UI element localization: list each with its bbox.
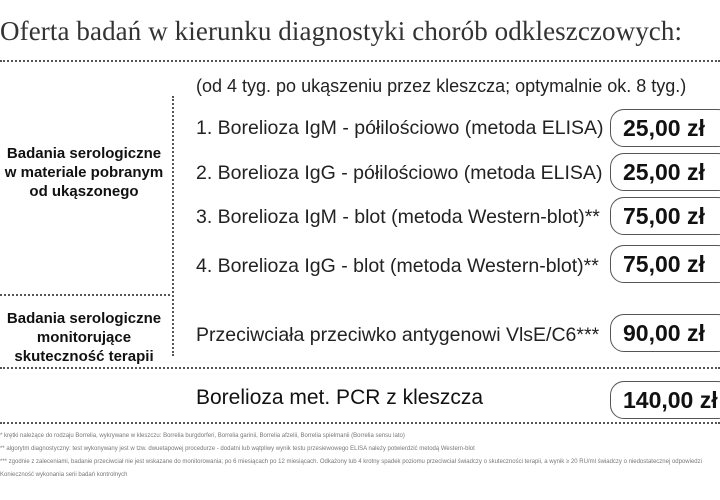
category-label: Badania serologiczne w materiale pobranym od ukąszonego xyxy=(4,145,164,200)
price-badge: 90,00 zł xyxy=(610,314,720,352)
footnote: Konieczność wykonania serii badań kontrolnych xyxy=(0,472,128,478)
page-title: Oferta badań w kierunku diagnostyki chorób odkleszczowych: xyxy=(0,16,683,46)
footnote: ** algorytm diagnostyczny: test wykonywany jest w tzw. dwuetapowej procedurze - dodatni lub wątpliwy wynik testu przesiewowego ELISA należy potwierdzić metodą Western-blot xyxy=(0,446,475,452)
test-label: 3. Borelioza IgM - blot (metoda Western-blot)** xyxy=(196,206,600,228)
price-badge: 25,00 zł xyxy=(610,109,720,147)
bottom-divider xyxy=(0,422,720,424)
category-serology-patient xyxy=(0,144,168,201)
price-badge: 25,00 zł xyxy=(610,153,720,191)
category-label: Badania serologiczne monitorujące skuteczność terapii xyxy=(6,310,162,365)
section-divider-2 xyxy=(0,367,720,369)
column-divider xyxy=(172,96,174,356)
test-label: 4. Borelioza IgG - blot (metoda Western-blot)** xyxy=(196,255,599,277)
test-label: 2. Borelioza IgG - półilościowo (metoda ELISA) xyxy=(196,162,603,184)
test-label: Borelioza met. PCR z kleszcza xyxy=(196,386,484,409)
category-serology-monitoring xyxy=(0,309,168,366)
test-label: 1. Borelioza IgM - półilościowo (metoda ELISA) xyxy=(196,117,604,139)
section-divider-1 xyxy=(0,294,170,296)
price-badge: 75,00 zł xyxy=(610,245,720,283)
footnote: *** zgodnie z zaleceniami, badanie przeciwciał nie jest wskazane do monitorowania; po 6 miesiącach po 12 miesiącach. Odkażony lub 4 krotny spadek poziomu przeciwciał świadczy o skuteczności terapii, a wynik ≥ 20 RU/ml świadczy o niedostatecznej odpowiedzi xyxy=(0,459,702,465)
test-label: Przeciwciała przeciwko antygenowi VlsE/C6*** xyxy=(196,324,600,346)
price-badge: 75,00 zł xyxy=(610,197,720,235)
top-divider xyxy=(0,60,720,62)
timing-note: (od 4 tyg. po ukąszeniu przez kleszcza; optymalnie ok. 8 tyg.) xyxy=(196,76,687,96)
price-badge: 140,00 zł xyxy=(610,381,720,419)
footnote: * krętki należące do rodzaju Borrelia, wykrywane w kleszczu: Borrelia burgdorferi, Borrelia garinii, Borrelia afzelii, Borrelia spielmanii (Borrelia sensu lato) xyxy=(0,433,405,439)
